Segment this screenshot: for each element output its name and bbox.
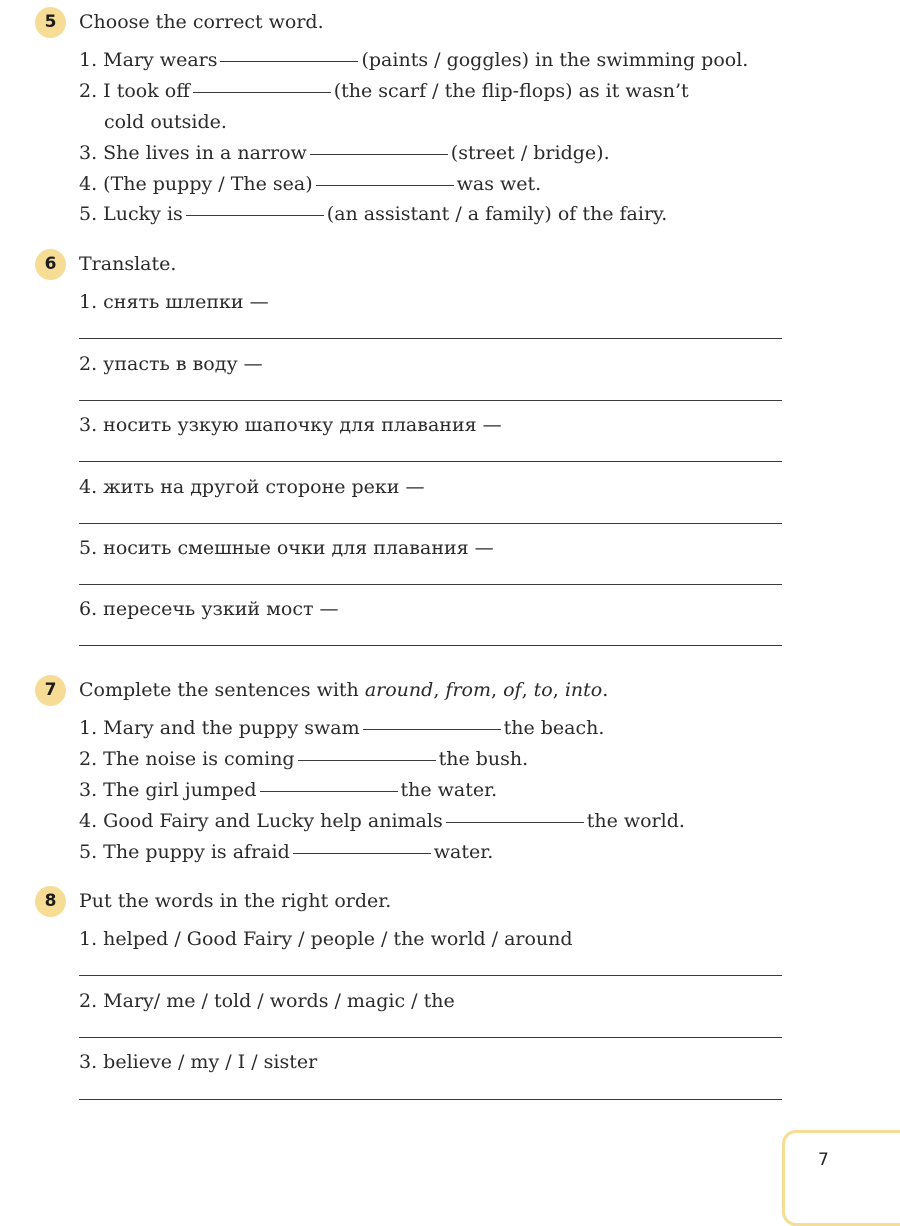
exercise-8-title: Put the words in the right order. (79, 890, 392, 912)
ex8-item-2: 2. Mary/ me / told / words / magic / the (79, 990, 455, 1012)
ex5-item-2-before: 2. I took off (79, 80, 190, 102)
ex5-item-4 (79, 171, 541, 197)
ex5-item-4-after: was wet. (456, 173, 542, 195)
ex7-item-2-after: the bush. (438, 748, 529, 770)
answer-line[interactable] (79, 975, 782, 976)
ex5-item-5 (79, 201, 667, 227)
ex5-item-1-after: (paints / goggles) in the swimming pool. (361, 49, 749, 71)
ex6-item-6: 6. пересечь узкий мост — (79, 598, 339, 620)
ex5-item-3 (79, 140, 610, 166)
ex5-item-2-continuation: cold outside. (104, 111, 227, 133)
ex7-item-4-after: the world. (586, 810, 685, 832)
answer-line[interactable] (79, 338, 782, 339)
exercise-6-title: Translate. (79, 253, 177, 275)
page-number: 7 (818, 1150, 829, 1170)
answer-line[interactable] (79, 1037, 782, 1038)
ex7-item-5 (79, 839, 493, 865)
answer-line[interactable] (79, 584, 782, 585)
ex6-item-5: 5. носить смешные очки для плавания — (79, 537, 494, 559)
exercise-7-number: 7 (35, 675, 66, 706)
ex6-item-1: 1. снять шлепки — (79, 291, 269, 313)
ex7-item-3-after: the water. (400, 779, 498, 801)
answer-blank[interactable] (220, 60, 358, 62)
answer-blank[interactable] (186, 214, 324, 216)
answer-line[interactable] (79, 523, 782, 524)
ex8-item-3: 3. believe / my / I / sister (79, 1051, 318, 1073)
ex6-item-2: 2. упасть в воду — (79, 353, 263, 375)
page-number-tab (782, 1130, 900, 1226)
ex7-word-4: to (533, 679, 553, 701)
ex7-item-3-before: 3. The girl jumped (79, 779, 257, 801)
answer-blank[interactable] (260, 790, 398, 792)
ex7-item-4 (79, 808, 685, 834)
answer-blank[interactable] (298, 759, 436, 761)
ex7-item-1 (79, 715, 604, 741)
ex7-item-3 (79, 777, 497, 803)
answer-line[interactable] (79, 1099, 782, 1100)
ex7-title-prefix: Complete the sentences with (79, 679, 365, 701)
answer-line[interactable] (79, 461, 782, 462)
answer-line[interactable] (79, 400, 782, 401)
answer-blank[interactable] (363, 728, 501, 730)
ex7-item-1-before: 1. Mary and the puppy swam (79, 717, 360, 739)
exercise-8-number: 8 (35, 886, 66, 917)
ex7-item-2-before: 2. The noise is coming (79, 748, 295, 770)
ex7-word-3: of (503, 679, 522, 701)
ex7-word-5: into (564, 679, 603, 701)
answer-blank[interactable] (446, 821, 584, 823)
ex5-item-2-after: (the scarf / the flip-flops) as it wasn’t (333, 80, 689, 102)
answer-blank[interactable] (293, 852, 431, 854)
exercise-5-title: Choose the correct word. (79, 11, 324, 33)
ex7-item-2 (79, 746, 528, 772)
ex5-item-5-before: 5. Lucky is (79, 203, 183, 225)
answer-line[interactable] (79, 645, 782, 646)
ex5-item-3-after: (street / bridge). (450, 142, 610, 164)
answer-blank[interactable] (316, 184, 454, 186)
ex7-item-5-before: 5. The puppy is afraid (79, 841, 290, 863)
ex5-item-1-before: 1. Mary wears (79, 49, 218, 71)
ex7-word-2: from (445, 679, 491, 701)
answer-blank[interactable] (310, 153, 448, 155)
ex5-item-3-before: 3. She lives in a narrow (79, 142, 307, 164)
exercise-6-number: 6 (35, 249, 66, 280)
ex7-item-5-after: water. (433, 841, 494, 863)
ex5-item-2 (79, 78, 689, 104)
ex8-item-1: 1. helped / Good Fairy / people / the world / around (79, 928, 573, 950)
answer-blank[interactable] (193, 91, 331, 93)
ex7-item-4-before: 4. Good Fairy and Lucky help animals (79, 810, 443, 832)
ex5-item-1 (79, 47, 748, 73)
ex7-word-1: around (364, 679, 434, 701)
ex5-item-5-after: (an assistant / a family) of the fairy. (326, 203, 668, 225)
ex6-item-4: 4. жить на другой стороне реки — (79, 476, 425, 498)
exercise-7-title: Complete the sentences with around, from, of, to, into. (79, 679, 609, 701)
ex5-item-4-before: 4. (The puppy / The sea) (79, 173, 313, 195)
exercise-5-number: 5 (35, 7, 66, 38)
ex6-item-3: 3. носить узкую шапочку для плавания — (79, 414, 502, 436)
ex7-item-1-after: the beach. (503, 717, 605, 739)
